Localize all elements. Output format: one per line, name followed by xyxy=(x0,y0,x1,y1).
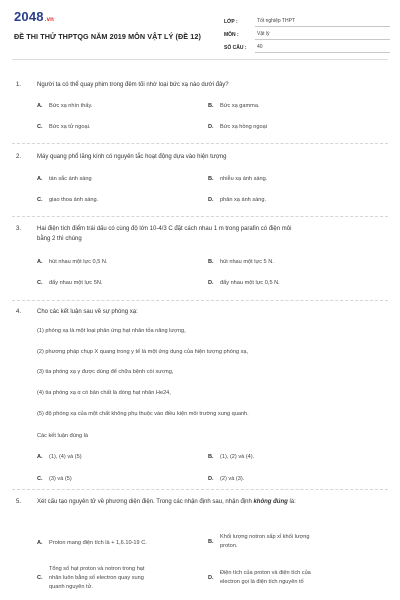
option-text: Bức xạ hồng ngoại xyxy=(220,124,267,130)
meta-row-class xyxy=(224,15,390,28)
option-c[interactable] xyxy=(37,565,197,592)
option-letter: D. xyxy=(208,476,214,482)
question-1 xyxy=(16,80,384,128)
question-divider xyxy=(12,489,388,490)
question-text: Cho các kết luận sau về sự phóng xạ: xyxy=(37,309,138,315)
meta-value: Vật lý xyxy=(255,30,390,40)
option-a[interactable] xyxy=(37,453,82,462)
question-text: Máy quang phổ lăng kính có nguyên tắc hoạt động dựa vào hiện tượng xyxy=(37,154,227,160)
option-letter: D. xyxy=(208,280,214,286)
question-emphasis: không đúng xyxy=(253,499,288,505)
option-text: Điện tích của proton và điện tích của electron gọi là điện tích nguyên tố xyxy=(220,570,311,585)
option-text: Khối lượng notron xấp xỉ khối lượng proton. xyxy=(220,534,310,549)
question-text-part: là: xyxy=(287,499,296,505)
statement: (3) tia phóng xạ γ được dùng để chữa bệnh còi xương, xyxy=(37,369,174,375)
meta-row-subject xyxy=(224,28,390,41)
option-text: hút nhau một lực 0,5 N. xyxy=(49,259,108,265)
question-2 xyxy=(16,152,384,203)
option-b[interactable] xyxy=(208,258,274,267)
logo-main: 2048 xyxy=(14,9,44,24)
option-letter: C. xyxy=(37,575,43,581)
option-letter: C. xyxy=(37,197,43,203)
site-logo[interactable] xyxy=(14,9,54,24)
option-letter: D. xyxy=(208,124,214,130)
question-text-line: bằng 2 thì chúng xyxy=(37,236,82,242)
option-letter: A. xyxy=(37,103,43,109)
option-letter: A. xyxy=(37,259,43,265)
option-c[interactable] xyxy=(37,123,90,132)
option-letter: D. xyxy=(208,575,214,581)
option-d[interactable] xyxy=(208,279,280,288)
option-letter: B. xyxy=(208,539,214,545)
option-b[interactable] xyxy=(208,533,368,551)
question-3 xyxy=(16,224,384,286)
option-text: nhiễu xạ ánh sáng. xyxy=(220,176,268,182)
option-text: phản xạ ánh sáng. xyxy=(220,197,267,203)
option-a[interactable] xyxy=(37,102,92,111)
option-a[interactable] xyxy=(37,539,147,548)
option-letter: B. xyxy=(208,176,214,182)
question-divider xyxy=(12,300,388,301)
logo-tld: .vn xyxy=(44,17,55,23)
option-text: (2) và (3). xyxy=(220,476,245,482)
meta-value: Tốt nghiệp THPT xyxy=(255,17,390,27)
option-c[interactable] xyxy=(37,196,98,205)
option-letter: B. xyxy=(208,103,214,109)
option-letter: A. xyxy=(37,454,43,460)
option-text: Bức xạ gamma. xyxy=(220,103,260,109)
question-text-line: Hai điện tích điểm trái dấu có cùng độ lớn 10-4/3 C đặt cách nhau 1 m trong parafin có điện môi xyxy=(37,226,292,232)
option-text: Tổng số hạt proton và notron trong hạt nhân luôn bằng số electron quay xung quanh nguyên tử. xyxy=(49,566,145,590)
option-text: Bức xạ tử ngoại. xyxy=(49,124,91,130)
option-text: đẩy nhau một lực 5N. xyxy=(49,280,103,286)
meta-row-count xyxy=(224,41,390,54)
option-letter: D. xyxy=(208,197,214,203)
question-number: 3. xyxy=(16,226,22,232)
statement: (4) tia phóng xạ α có bản chất là dòng hạt nhân He24, xyxy=(37,390,171,396)
option-text: hút nhau một lực 5 N. xyxy=(220,259,274,265)
option-c[interactable] xyxy=(37,475,72,484)
option-text: đẩy nhau một lực 0,5 N. xyxy=(220,280,280,286)
option-letter: A. xyxy=(37,176,43,182)
option-a[interactable] xyxy=(37,258,107,267)
option-b[interactable] xyxy=(208,175,267,184)
option-d[interactable] xyxy=(208,475,244,484)
option-text: (1), (2) và (4). xyxy=(220,454,255,460)
question-text: Người ta có thể quay phim trong đêm tối nhờ loại bức xạ nào dưới đây? xyxy=(37,82,229,88)
option-letter: C. xyxy=(37,124,43,130)
option-text: tán sắc ánh sáng xyxy=(49,176,92,182)
option-letter: B. xyxy=(208,259,214,265)
meta-label: MÔN : xyxy=(224,31,239,38)
statement: (5) độ phóng xạ của một chất không phụ thuộc vào điều kiện môi trường xung quanh. xyxy=(37,411,249,417)
meta-label: SỐ CÂU : xyxy=(224,44,247,51)
option-d[interactable] xyxy=(208,569,368,587)
answer-lead: Các kết luận đúng là xyxy=(37,433,88,439)
exam-title: ĐỀ THI THỬ THPTQG NĂM 2019 MÔN VẬT LÝ (ĐỀ 12) xyxy=(14,32,201,41)
option-letter: B. xyxy=(208,454,214,460)
option-c[interactable] xyxy=(37,279,103,288)
question-divider xyxy=(12,143,388,144)
option-text: (3) và (5) xyxy=(49,476,72,482)
question-number: 1. xyxy=(16,82,22,88)
option-d[interactable] xyxy=(208,123,267,132)
question-number: 5. xyxy=(16,499,22,505)
meta-label: LỚP : xyxy=(224,18,238,25)
meta-value: 40 xyxy=(255,43,390,53)
option-text: giao thoa ánh sáng. xyxy=(49,197,99,203)
statement: (2) phương pháp chụp X quang trong y tế là một ứng dụng của hiện tượng phóng xạ, xyxy=(37,349,249,355)
option-letter: A. xyxy=(37,540,43,546)
option-text: Proton mang điện tích là + 1,6.10-19 C. xyxy=(49,540,147,546)
option-b[interactable] xyxy=(208,102,260,111)
statement: (1) phóng xạ là một loại phản ứng hạt nhân tỏa năng lượng, xyxy=(37,328,186,334)
question-text-part: Xét cấu tạo nguyên tử về phương diện điện. Trong các nhận định sau, nhận định xyxy=(37,499,254,505)
option-a[interactable] xyxy=(37,175,92,184)
exam-meta xyxy=(224,15,390,54)
question-text xyxy=(37,224,384,244)
option-text: Bức xạ nhìn thấy. xyxy=(49,103,93,109)
option-text: (1), (4) và (5) xyxy=(49,454,82,460)
option-d[interactable] xyxy=(208,196,266,205)
question-4 xyxy=(16,307,384,486)
option-letter: C. xyxy=(37,476,43,482)
header-divider xyxy=(12,59,388,60)
question-number: 4. xyxy=(16,309,22,315)
question-divider xyxy=(12,216,388,217)
option-b[interactable] xyxy=(208,453,254,462)
question-5 xyxy=(16,497,384,597)
option-letter: C. xyxy=(37,280,43,286)
question-text xyxy=(37,497,384,507)
question-number: 2. xyxy=(16,154,22,160)
